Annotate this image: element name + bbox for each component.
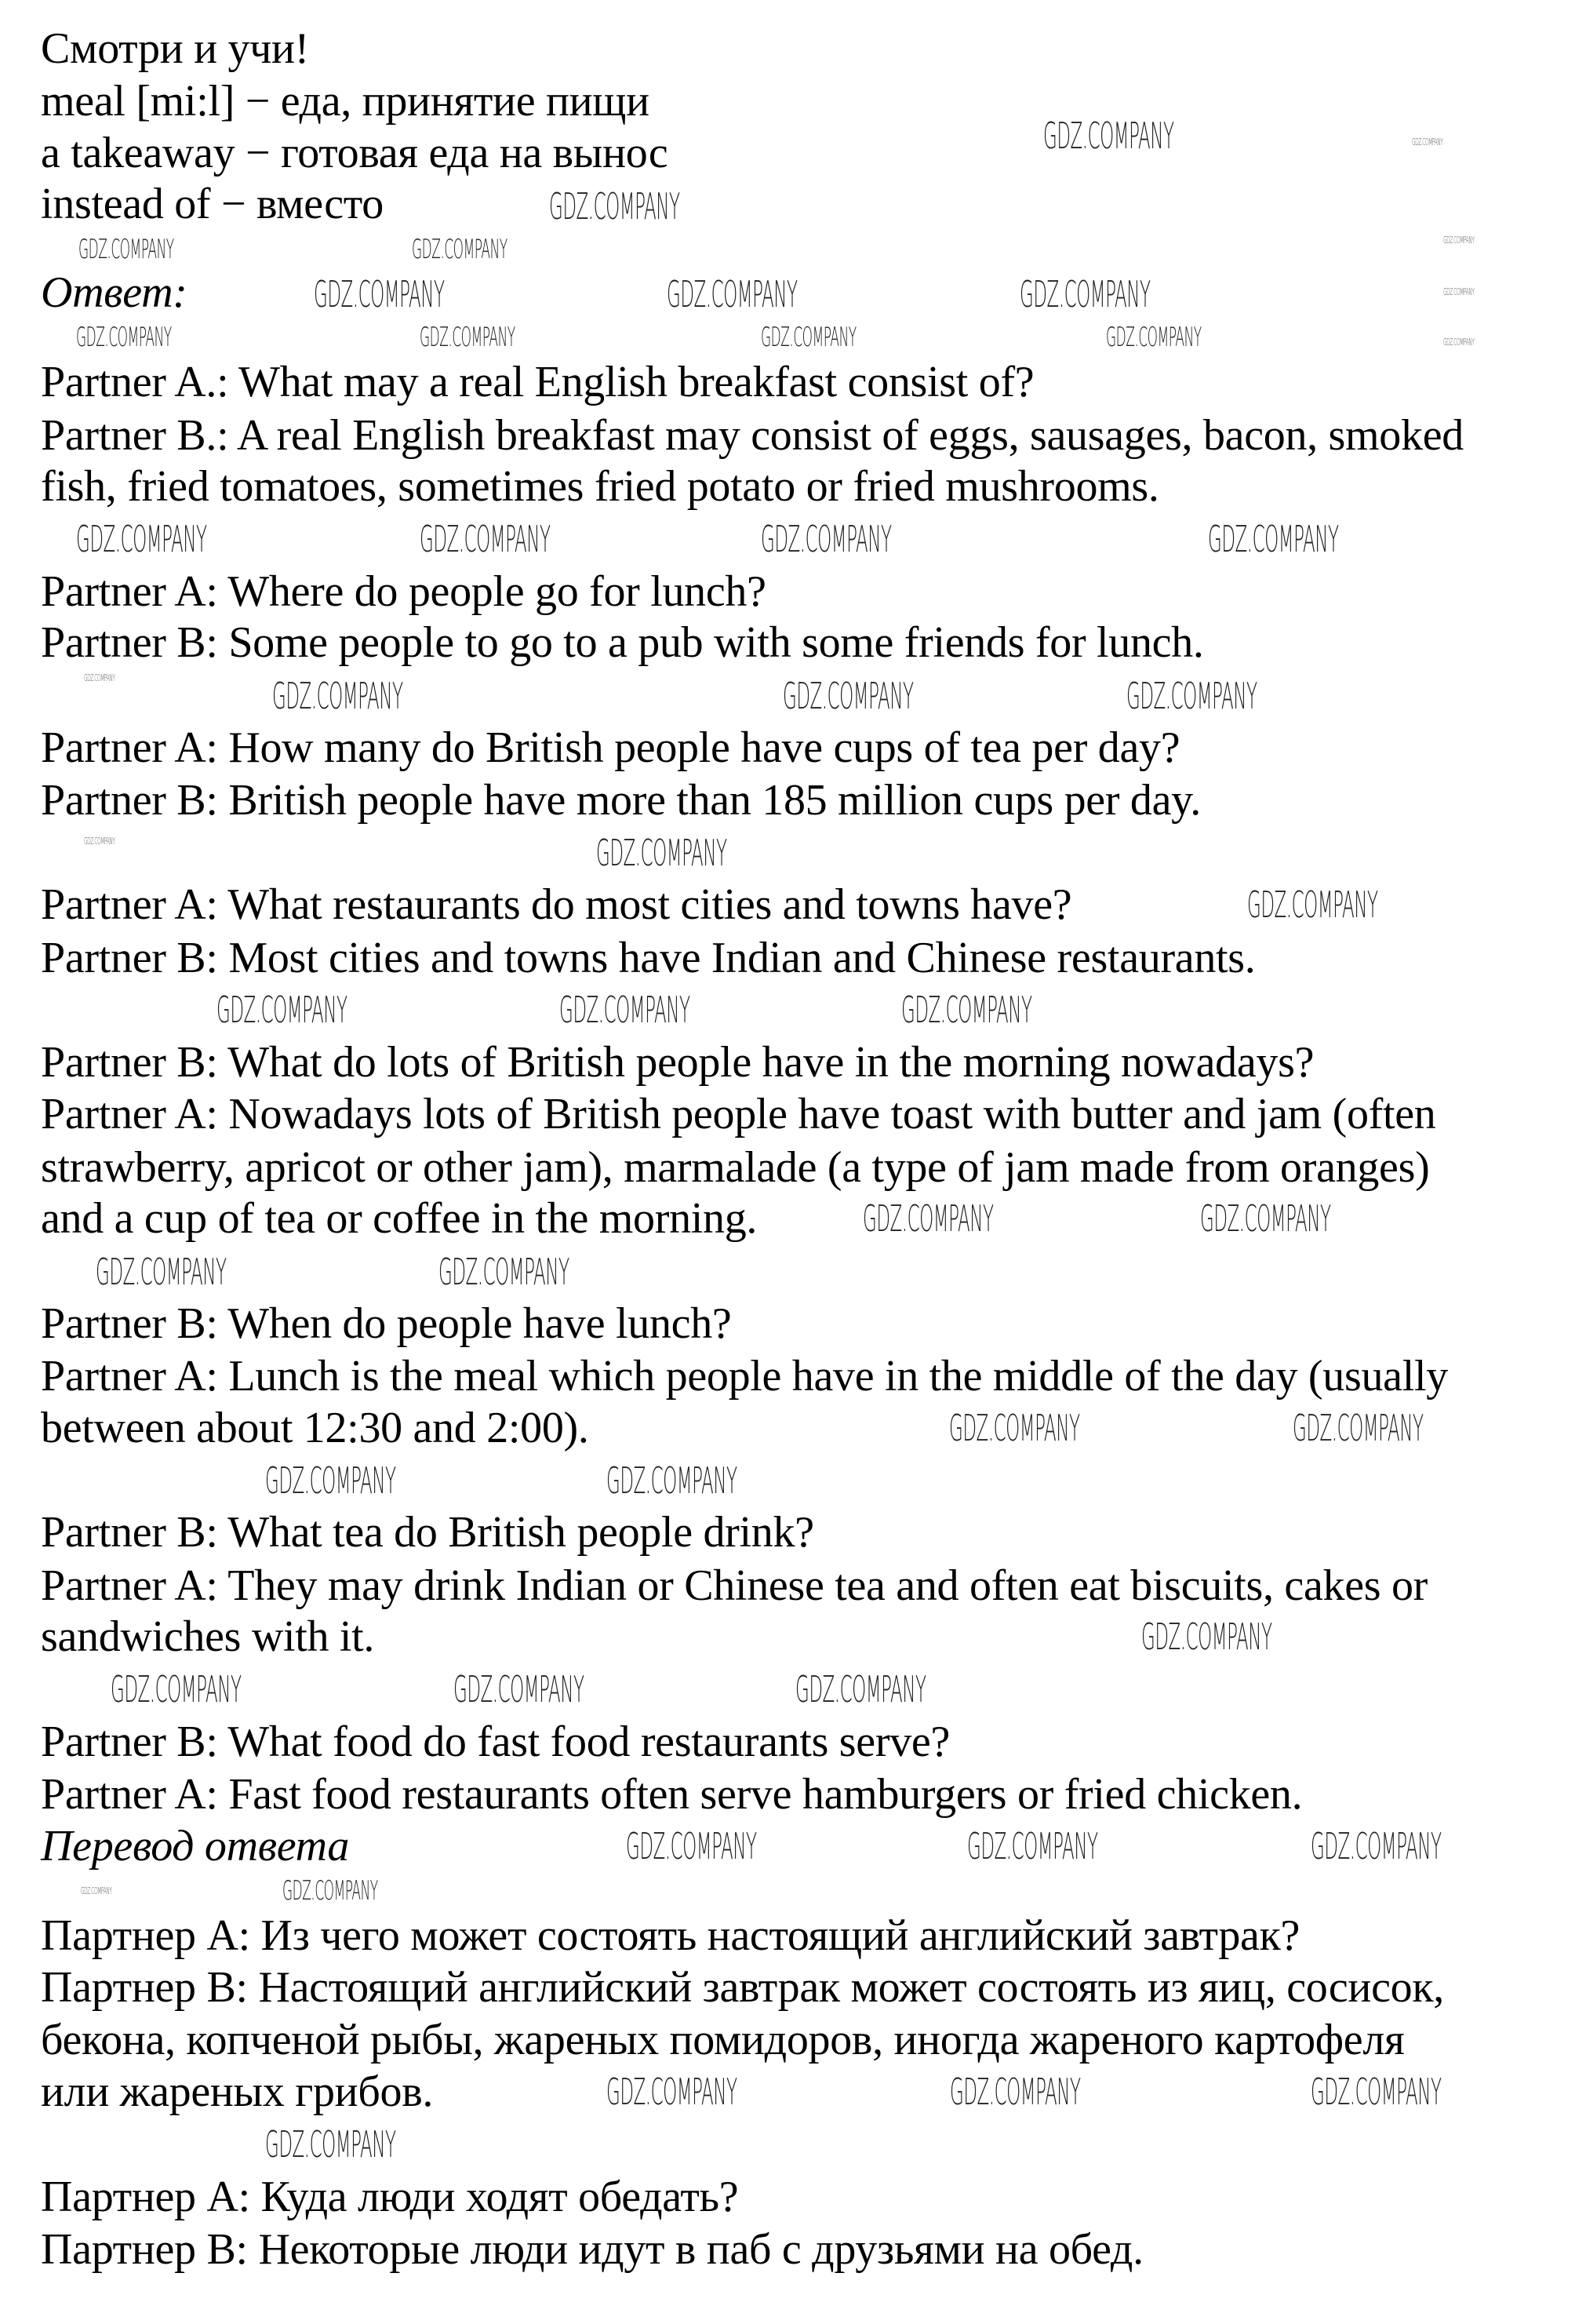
vocab-item: meal [mi:l] − еда, принятие пищи [41,77,649,126]
translation-line: бекона, копченой рыбы, жареных помидоров, иногда жареного картофеля [41,2016,1405,2064]
watermark: GDZ.COMPANY [863,1197,994,1240]
answer-heading: Ответ: [41,268,187,317]
translation-line: или жареных грибов. [41,2067,434,2116]
watermark: GDZ.COMPANY [412,234,507,265]
watermark: GDZ.COMPANY [795,1668,926,1710]
translation-heading: Перевод ответа [41,1822,350,1870]
watermark: GDZ.COMPANY [901,989,1032,1031]
watermark: GDZ.COMPANY [950,2071,1081,2113]
answer-line: Partner B: Most cities and towns have Indian and Chinese restaurants. [41,934,1256,982]
translation-line: Партнер В: Настоящий английский завтрак может состоять из яиц, сосисок, [41,1963,1444,2012]
answer-line: between about 12:30 and 2:00). [41,1404,589,1452]
watermark: GDZ.COMPANY [667,273,798,315]
watermark: GDZ.COMPANY [559,989,690,1031]
answer-line: strawberry, apricot or other jam), marmalade (a type of jam made from oranges) [41,1143,1430,1192]
watermark: GDZ.COMPANY [282,1875,378,1907]
watermark: GDZ.COMPANY [420,322,515,353]
watermark: GDZ.COMPANY [96,1251,227,1293]
watermark: GDZ.COMPANY [606,1459,737,1502]
answer-line: fish, fried tomatoes, sometimes fried potato or fried mushrooms. [41,462,1159,511]
watermark: GDZ.COMPANY [76,322,172,353]
vocab-heading: Смотри и учи! [41,24,310,73]
watermark: GDZ.COMPANY [1443,337,1475,348]
watermark: GDZ.COMPANY [1311,1825,1442,1867]
watermark: GDZ.COMPANY [84,836,115,847]
watermark: GDZ.COMPANY [783,675,914,717]
watermark: GDZ.COMPANY [1208,518,1339,560]
answer-line: Partner B: When do people have lunch? [41,1299,732,1348]
vocab-item: a takeaway − готовая еда на вынос [41,129,668,177]
watermark: GDZ.COMPANY [84,672,115,683]
answer-line: Partner A: How many do British people have cups of tea per day? [41,723,1180,772]
answer-line: Partner B.: A real English breakfast may consist of eggs, sausages, bacon, smoked [41,411,1464,460]
watermark: GDZ.COMPANY [1443,235,1475,246]
answer-line: Partner A: Fast food restaurants often serve hamburgers or fried chicken. [41,1770,1303,1819]
watermark: GDZ.COMPANY [265,1459,396,1502]
watermark: GDZ.COMPANY [420,518,551,560]
watermark: GDZ.COMPANY [453,1668,584,1710]
answer-line: Partner B: What food do fast food restaurants serve? [41,1718,951,1766]
answer-line: and a cup of tea or coffee in the morning. [41,1194,758,1243]
watermark: GDZ.COMPANY [438,1251,569,1293]
watermark: GDZ.COMPANY [81,1885,112,1896]
watermark: GDZ.COMPANY [1293,1407,1424,1449]
watermark: GDZ.COMPANY [606,2071,737,2113]
watermark: GDZ.COMPANY [761,322,857,353]
watermark: GDZ.COMPANY [949,1407,1080,1449]
answer-line: Partner A: Lunch is the meal which people have in the middle of the day (usually [41,1352,1448,1401]
answer-line: Partner A: Nowadays lots of British people have toast with butter and jam (often [41,1090,1436,1138]
watermark: GDZ.COMPANY [314,273,445,315]
watermark: GDZ.COMPANY [1200,1197,1331,1240]
watermark: GDZ.COMPANY [1106,322,1202,353]
answer-line: sandwiches with it. [41,1612,375,1661]
watermark: GDZ.COMPANY [1126,675,1257,717]
translation-line: Партнер А: Куда люди ходят обедать? [41,2173,739,2221]
watermark: GDZ.COMPANY [78,234,174,265]
answer-line: Partner B: What do lots of British people have in the morning nowadays? [41,1038,1315,1087]
watermark: GDZ.COMPANY [1020,273,1151,315]
translation-line: Партнер А: Из чего может состоять настоящий английский завтрак? [41,1911,1300,1960]
answer-line: Partner B: What tea do British people drink? [41,1508,814,1557]
watermark: GDZ.COMPANY [1311,2071,1442,2113]
watermark: GDZ.COMPANY [1247,883,1378,926]
vocab-item: instead of − вместо [41,180,384,228]
translation-line: Партнер В: Некоторые люди идут в паб с друзьями на обед. [41,2225,1144,2274]
watermark: GDZ.COMPANY [549,185,680,228]
watermark: GDZ.COMPANY [626,1825,757,1867]
answer-line: Partner A: What restaurants do most cities and towns have? [41,880,1072,929]
watermark: GDZ.COMPANY [76,518,207,560]
watermark: GDZ.COMPANY [272,675,403,717]
answer-line: Partner B: British people have more than 185 million cups per day. [41,776,1201,825]
watermark: GDZ.COMPANY [596,832,727,874]
watermark: GDZ.COMPANY [216,989,347,1031]
watermark: GDZ.COMPANY [1443,286,1475,297]
watermark: GDZ.COMPANY [1412,137,1443,148]
watermark: GDZ.COMPANY [761,518,892,560]
watermark: GDZ.COMPANY [967,1825,1098,1867]
answer-line: Partner A.: What may a real English breakfast consist of? [41,358,1035,406]
answer-line: Partner A: Where do people go for lunch? [41,567,766,616]
answer-line: Partner B: Some people to go to a pub with some friends for lunch. [41,618,1204,667]
watermark: GDZ.COMPANY [265,2123,396,2166]
watermark: GDZ.COMPANY [111,1668,242,1710]
watermark: GDZ.COMPANY [1141,1616,1272,1658]
watermark: GDZ.COMPANY [1043,115,1174,157]
answer-line: Partner A: They may drink Indian or Chinese tea and often eat biscuits, cakes or [41,1561,1428,1610]
